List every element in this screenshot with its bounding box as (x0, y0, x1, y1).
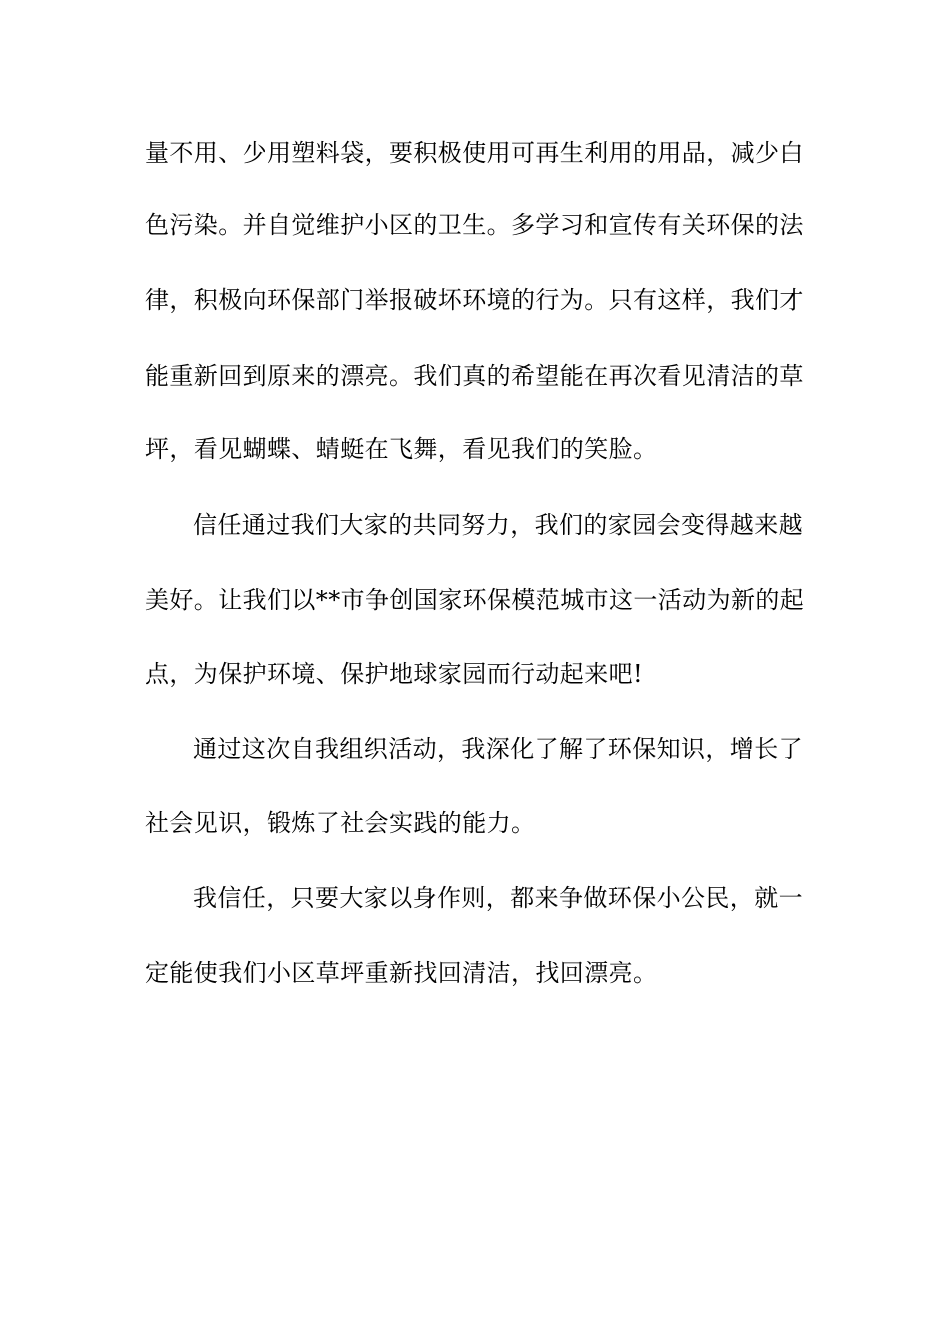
paragraph-start-line-11: 我信任，只要大家以身作则，都来争做环保小公民，就一 (193, 884, 803, 912)
text-line-5: 坪，看见蝴蝶、蜻蜓在飞舞，看见我们的笑脸。 (145, 435, 658, 463)
text-line-3: 律，积极向环保部门举报破坏环境的行为。只有这样，我们才 (145, 286, 804, 314)
paragraph-start-line-6: 信任通过我们大家的共同努力，我们的家园会变得越来越 (193, 511, 803, 539)
text-line-8: 点，为保护环境、保护地球家园而行动起来吧! (145, 660, 644, 688)
text-line-7: 美好。让我们以**市争创国家环保模范城市这一活动为新的起 (145, 586, 805, 614)
text-line-4: 能重新回到原来的漂亮。我们真的希望能在再次看见清洁的草 (145, 362, 804, 390)
text-line-12: 定能使我们小区草坪重新找回清洁，找回漂亮。 (145, 959, 658, 987)
paragraph-start-line-9: 通过这次自我组织活动，我深化了解了环保知识，增长了 (193, 735, 803, 763)
text-line-10: 社会见识，锻炼了社会实践的能力。 (145, 809, 536, 837)
text-line-1: 量不用、少用塑料袋，要积极使用可再生利用的用品，减少白 (145, 139, 804, 167)
text-line-2: 色污染。并自觉维护小区的卫生。多学习和宣传有关环保的法 (145, 211, 804, 239)
